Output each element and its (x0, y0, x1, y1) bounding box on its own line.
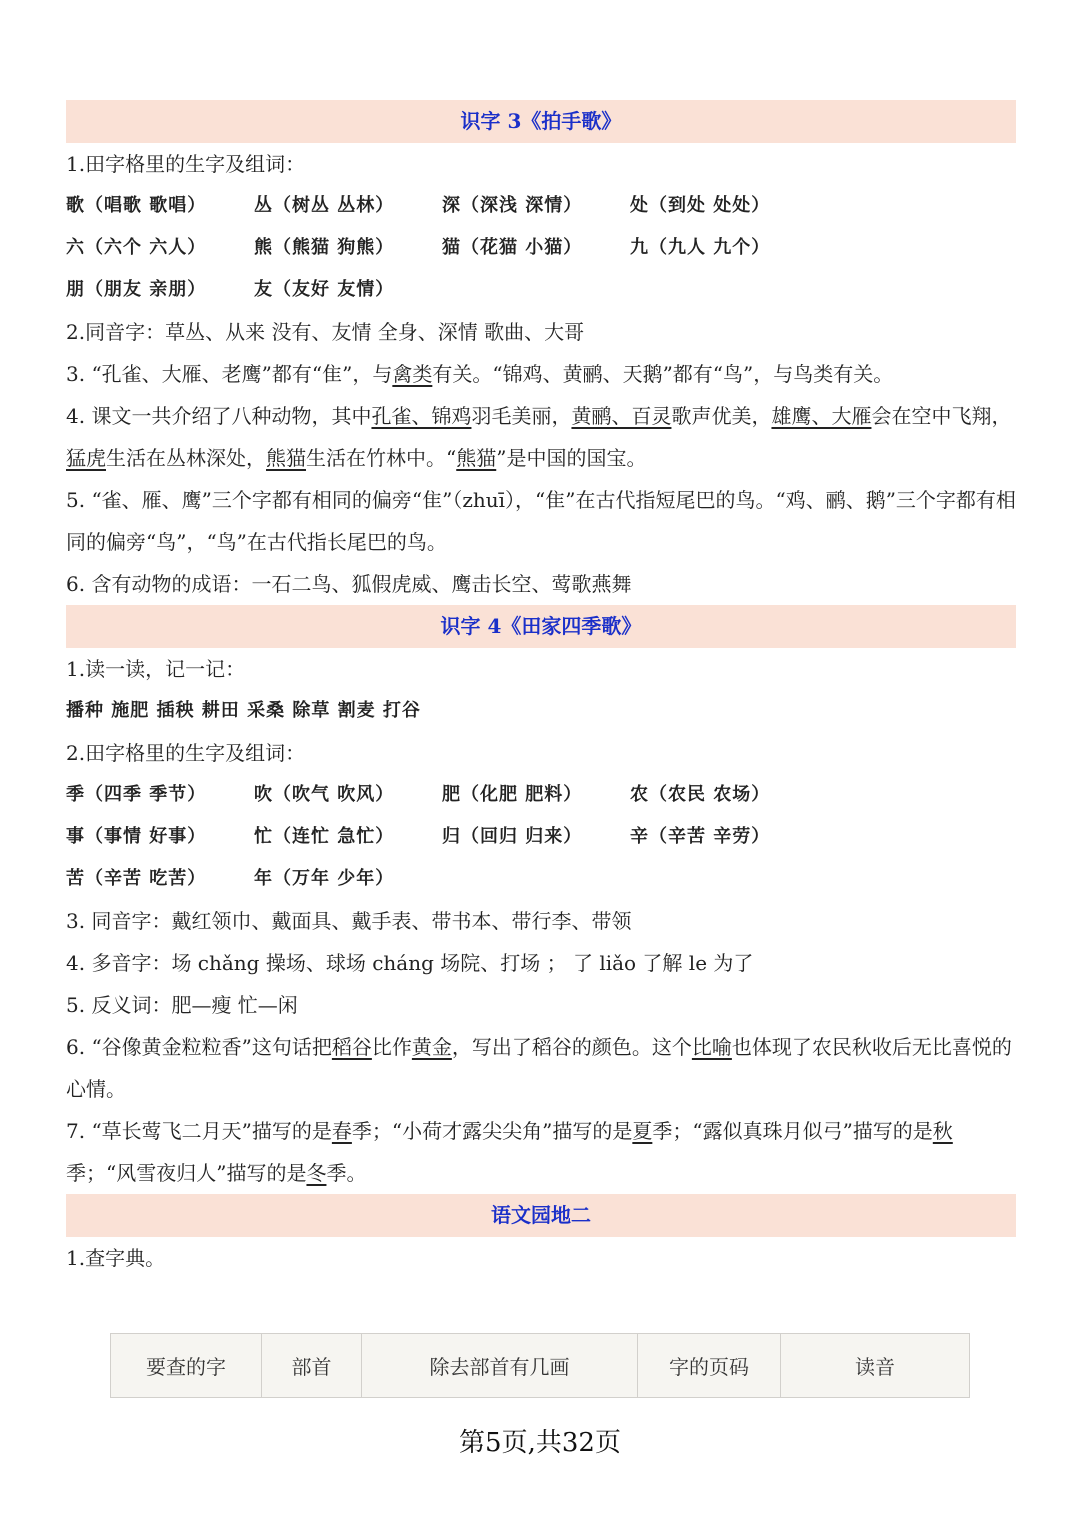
text: 季；“小荷才露尖尖角”描写的是 (351, 1119, 633, 1143)
word-row (66, 774, 1016, 816)
text: 7. “草长莺飞二月天”描写的是 (66, 1119, 332, 1143)
word-row (66, 858, 1016, 900)
word-cell: 吹（吹气 吹风） (254, 784, 395, 805)
underlined-text: 熊猫 (266, 446, 306, 470)
word-cell: 九（九人 九个） (630, 237, 771, 258)
underlined-text: 孔雀、锦鸡 (371, 404, 472, 428)
paragraph: 2.同音字：草丛、从来 没有、友情 全身、深情 歌曲、大哥 (66, 320, 585, 344)
word-cell: 辛（辛苦 辛劳） (630, 826, 771, 847)
text: 生活在竹林中。“ (306, 446, 457, 470)
paragraph: 5. “雀、雁、鹰”三个字都有相同的偏旁“隹”（zhuī），“隹”在古代指短尾巴的鸟。“鸡、鹂、鹅”三个字都有相同的偏旁“鸟”，“鸟”在古代指长尾巴的鸟。 (66, 488, 1016, 554)
paragraph: 6. 含有动物的成语：一石二鸟、狐假虎威、鹰击长空、莺歌燕舞 (66, 572, 632, 596)
word-cell: 年（万年 少年） (254, 868, 395, 889)
word-cell: 处（到处 处处） (630, 195, 771, 216)
text: 有关。“锦鸡、黄鹂、天鹅”都有“鸟”，与鸟类有关。 (432, 362, 894, 386)
paragraph: 1.读一读，记一记： (66, 657, 246, 681)
underlined-text: 夏 (632, 1119, 653, 1143)
paragraph (66, 1026, 1016, 1110)
underlined-text: 猛虎 (66, 446, 106, 470)
word-cell: 肥（化肥 肥料） (442, 784, 583, 805)
text: 4. 课文一共介绍了八种动物，其中 (66, 404, 372, 428)
word-cell: 深（深浅 深情） (442, 195, 583, 216)
word-cell: 季（四季 季节） (66, 784, 207, 805)
underlined-text: 春 (331, 1119, 352, 1143)
word-cell: 友（友好 友情） (254, 279, 395, 300)
word-row (66, 185, 1016, 227)
word-list: 播种 施肥 插秧 耕田 采桑 除草 割麦 打谷 (66, 700, 421, 721)
table-header-cell: 读音 (781, 1334, 970, 1398)
text: 季。 (326, 1161, 367, 1185)
underlined-text: 雄鹰、大雁 (771, 404, 872, 428)
text: 生活在丛林深处， (106, 446, 266, 470)
word-cell: 猫（花猫 小猫） (442, 237, 583, 258)
word-cell: 熊（熊猫 狗熊） (254, 237, 395, 258)
section-title: 识字 3《拍手歌》 (66, 100, 1016, 143)
underlined-text: 冬 (306, 1161, 327, 1185)
section-title: 语文园地二 (66, 1194, 1016, 1237)
underlined-text: 熊猫 (456, 446, 497, 470)
table-header-cell: 字的页码 (638, 1334, 781, 1398)
text: 也体现了农民秋收后无比喜悦的心情。 (66, 1035, 1012, 1101)
paragraph: 4. 多音字：场 chǎng 操场、球场 cháng 场院、打场 ； 了 liǎo 了解 le 为了 (66, 951, 754, 975)
text: 比作 (371, 1035, 412, 1059)
paragraph: 5. 反义词：肥—瘦 忙—闲 (66, 993, 298, 1017)
text: 季；“露似真珠月似弓”描写的是 (652, 1119, 933, 1143)
paragraph: 3. 同音字：戴红领巾、戴面具、戴手表、带书本、带行李、带领 (66, 909, 632, 933)
word-cell: 归（回归 归来） (442, 826, 583, 847)
text: 羽毛美丽， (471, 404, 572, 428)
paragraph (66, 395, 1016, 479)
word-row (66, 816, 1016, 858)
paragraph: 1.田字格里的生字及组词： (66, 152, 306, 176)
underlined-text: 稻谷 (331, 1035, 372, 1059)
paragraph: 1.查字典。 (66, 1246, 166, 1270)
table-header-cell: 要查的字 (111, 1334, 262, 1398)
word-cell: 农（农民 农场） (630, 784, 771, 805)
word-cell: 六（六个 六人） (66, 237, 207, 258)
word-cell: 忙（连忙 急忙） (254, 826, 395, 847)
underlined-text: 黄金 (411, 1035, 452, 1059)
dictionary-table (110, 1333, 970, 1398)
paragraph: 2.田字格里的生字及组词： (66, 741, 306, 765)
word-cell: 丛（树丛 丛林） (254, 195, 395, 216)
page-number: 第5页,共32页 (459, 1428, 621, 1458)
underlined-text: 黄鹂、百灵 (571, 404, 672, 428)
table-header-row (111, 1334, 970, 1398)
underlined-text: 禽类 (392, 362, 433, 386)
word-cell: 朋（朋友 亲朋） (66, 279, 207, 300)
paragraph (66, 1110, 1016, 1194)
paragraph (66, 353, 1016, 395)
table-header-cell: 除去部首有几画 (362, 1334, 638, 1398)
table-header-cell: 部首 (262, 1334, 362, 1398)
text: 3. “孔雀、大雁、老鹰”都有“隹”，与 (66, 362, 393, 386)
text: 6. “谷像黄金粒粒香”这句话把 (66, 1035, 332, 1059)
section-title: 识字 4《田家四季歌》 (66, 605, 1016, 648)
word-cell: 歌（唱歌 歌唱） (66, 195, 207, 216)
text: ”是中国的国宝。 (496, 446, 647, 470)
text: ，写出了稻谷的颜色。这个 (451, 1035, 692, 1059)
word-cell: 苦（辛苦 吃苦） (66, 868, 207, 889)
underlined-text: 秋 (932, 1119, 953, 1143)
page-content (66, 100, 1016, 1279)
text: 季；“风雪夜归人”描写的是 (66, 1161, 307, 1185)
underlined-text: 比喻 (691, 1035, 732, 1059)
text: 会在空中飞翔， (871, 404, 1012, 428)
word-row (66, 227, 1016, 269)
word-cell: 事（事情 好事） (66, 826, 207, 847)
word-row (66, 269, 1016, 311)
text: 歌声优美， (671, 404, 772, 428)
